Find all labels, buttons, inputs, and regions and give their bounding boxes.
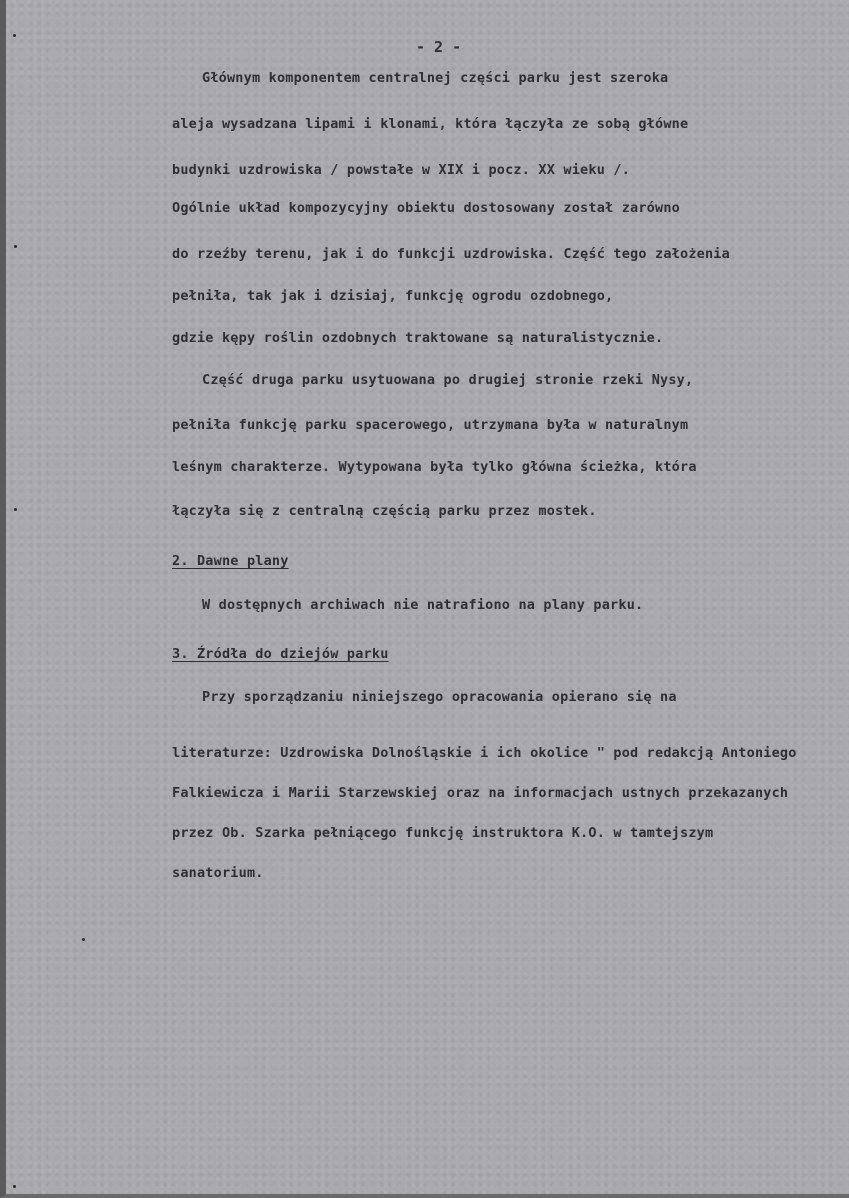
- section-heading: 3. Źródła do dziejów parku: [172, 646, 389, 662]
- text-line: do rzeźby terenu, jak i do funkcji uzdrowiska. Część tego założenia: [172, 246, 730, 262]
- punch-mark: [14, 508, 17, 511]
- text-line: leśnym charakterze. Wytypowana była tylko główna ścieżka, która: [172, 459, 697, 475]
- text-line: Głównym komponentem centralnej części parku jest szeroka: [202, 70, 669, 86]
- text-line: Ogólnie układ kompozycyjny obiektu dostosowany został zarówno: [172, 200, 680, 216]
- page-number: - 2 -: [416, 38, 462, 56]
- text-line: Część druga parku usytuowana po drugiej stronie rzeki Nysy,: [202, 372, 694, 388]
- typed-text: [6, 0, 849, 881]
- text-line: pełniła, tak jak i dzisiaj, funkcję ogrodu ozdobnego,: [172, 288, 614, 304]
- text-line: W dostępnych archiwach nie natrafiono na plany parku.: [202, 597, 644, 613]
- text-line: literaturze: Uzdrowiska Dolnośląskie i ich okolice " pod redakcją Antoniego Falkiewicza i Marii Starzewskiej oraz na informacjach ustnych przekazanych przez Ob. Szarka pełniącego funkcję instruktora K.O. w tamtejszym sanatorium.: [172, 745, 797, 881]
- text-line: gdzie kępy roślin ozdobnych traktowane są naturalistycznie.: [172, 330, 664, 346]
- punch-mark: [13, 1185, 16, 1188]
- punch-mark: [82, 938, 85, 941]
- text-line: Przy sporządzaniu niniejszego opracowania opierano się na: [202, 689, 677, 705]
- text-line: pełniła funkcję parku spacerowego, utrzymana była w naturalnym: [172, 417, 689, 433]
- section-heading: 2. Dawne plany: [172, 553, 289, 569]
- text-line: budynki uzdrowiska / powstałe w XIX i pocz. XX wieku /.: [172, 162, 631, 178]
- text-line: aleja wysadzana lipami i klonami, która łączyła ze sobą główne: [172, 116, 689, 132]
- text-line: łączyła się z centralną częścią parku przez mostek.: [172, 503, 597, 519]
